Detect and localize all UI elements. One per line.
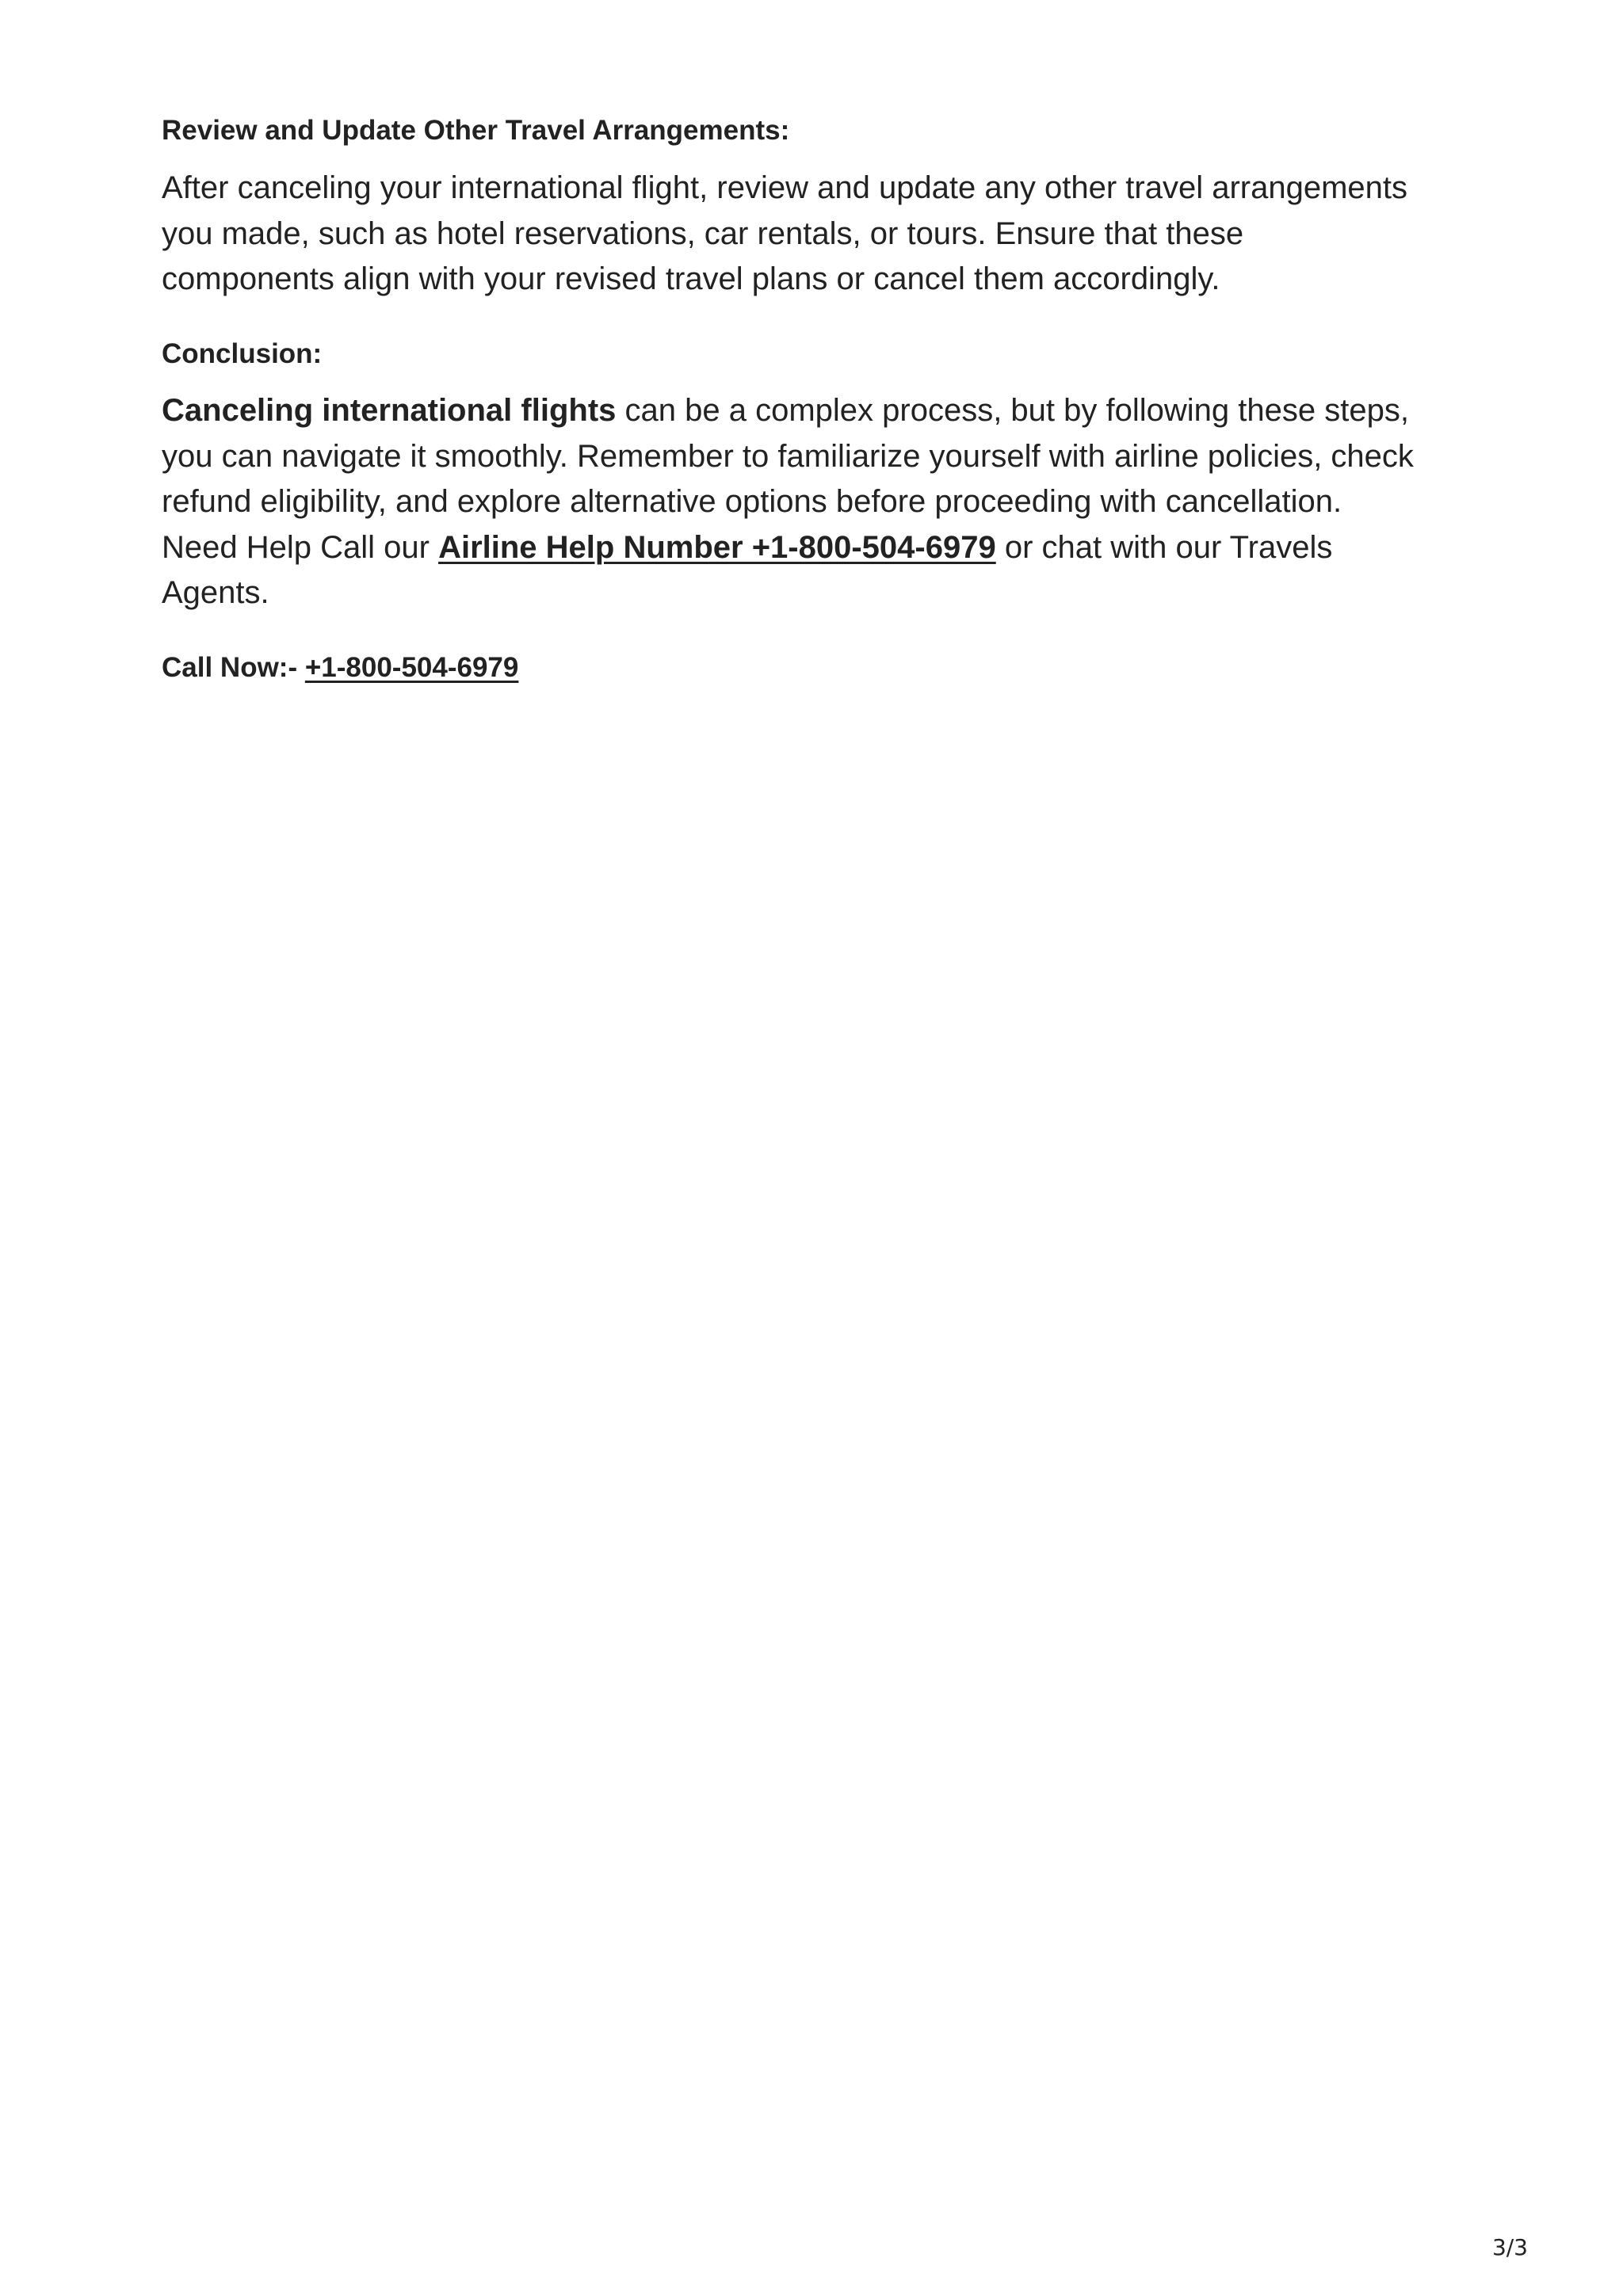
call-now-label: Call Now:- xyxy=(162,652,305,683)
review-heading: Review and Update Other Travel Arrangements: xyxy=(162,115,790,146)
page-number: 3/3 xyxy=(1491,2234,1528,2260)
conclusion-line-3: refund eligibility, and explore alternative options before proceeding with cancellation. xyxy=(162,484,1342,519)
conclusion-paragraph xyxy=(162,388,1477,616)
review-line-3: components align with your revised travel plans or cancel them accordingly. xyxy=(162,261,1220,296)
conclusion-heading: Conclusion: xyxy=(162,338,323,369)
conclusion-line-4 xyxy=(162,525,1477,571)
airline-help-number-link[interactable]: Airline Help Number +1-800-504-6979 xyxy=(438,529,996,565)
conclusion-line-1-rest: can be a complex process, but by following these steps, xyxy=(616,393,1409,428)
conclusion-line-4-suffix: or chat with our Travels xyxy=(995,529,1333,565)
call-now-phone-link[interactable]: +1-800-504-6979 xyxy=(304,652,519,683)
conclusion-line-4-prefix: Need Help Call our xyxy=(162,529,439,565)
review-line-1: After canceling your international flight, review and update any other travel arrangements xyxy=(162,170,1408,205)
call-now-row xyxy=(162,651,518,685)
conclusion-bold-phrase: Canceling international flights xyxy=(162,393,617,428)
conclusion-line-1 xyxy=(162,388,1477,434)
review-paragraph xyxy=(162,166,1477,303)
conclusion-line-5: Agents. xyxy=(162,575,269,610)
conclusion-line-2: you can navigate it smoothly. Remember to familiarize yourself with airline policies, check xyxy=(162,438,1414,474)
review-line-2: you made, such as hotel reservations, car rentals, or tours. Ensure that these xyxy=(162,215,1244,251)
